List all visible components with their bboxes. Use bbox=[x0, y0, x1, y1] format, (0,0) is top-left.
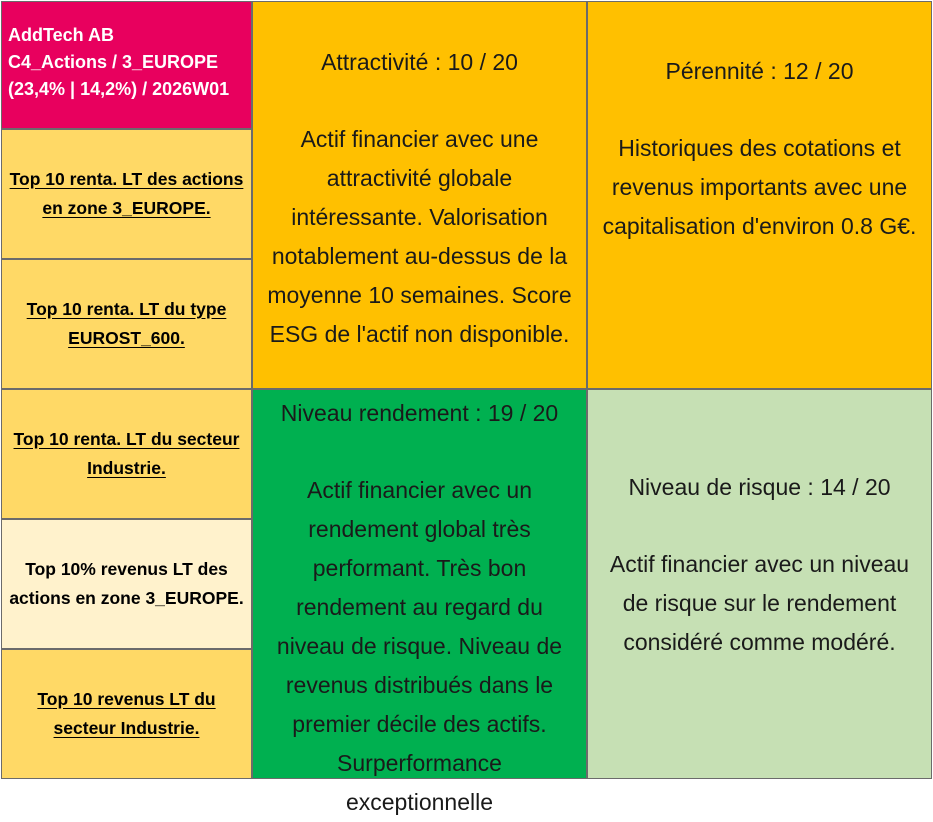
perennite-panel bbox=[587, 1, 932, 389]
attractivite-panel bbox=[252, 1, 587, 389]
ranking-tag-label: Top 10 renta. LT du secteur Industrie. bbox=[13, 429, 240, 478]
asset-header bbox=[1, 1, 252, 129]
ranking-tag bbox=[1, 649, 252, 779]
perennite-title: Pérennité : 12 / 20 bbox=[665, 58, 854, 84]
attractivite-title: Attractivité : 10 / 20 bbox=[321, 49, 518, 75]
risque-text: Actif financier avec un niveau de risque sur le rendement considéré comme modéré. bbox=[609, 551, 910, 655]
rendement-text: Actif financier avec un rendement global très performant. Très bon rendement au regard du niveau de risque. Niveau de revenus distribués dans le premier décile des actifs. Surperformance exceptionnelle bbox=[276, 477, 563, 815]
ranking-tag-label: Top 10% revenus LT des actions en zone 3_EUROPE. bbox=[9, 559, 244, 608]
attractivite-text: Actif financier avec une attractivité globale intéressante. Valorisation notablement au-dessus de la moyenne 10 semaines. Score ESG de l'actif non disponible. bbox=[267, 126, 572, 347]
risque-panel bbox=[587, 389, 932, 779]
ranking-tag bbox=[1, 519, 252, 649]
ranking-tag-label: Top 10 revenus LT du secteur Industrie. bbox=[37, 689, 216, 738]
perennite-text: Historiques des cotations et revenus importants avec une capitalisation d'environ 0.8 G€. bbox=[602, 135, 917, 239]
ranking-tag-label: Top 10 renta. LT des actions en zone 3_EUROPE. bbox=[9, 169, 244, 218]
rendement-title: Niveau rendement : 19 / 20 bbox=[280, 400, 559, 426]
risque-title: Niveau de risque : 14 / 20 bbox=[628, 474, 891, 500]
ranking-tag bbox=[1, 259, 252, 389]
ranking-tag bbox=[1, 389, 252, 519]
asset-category: C4_Actions / 3_EUROPE bbox=[8, 52, 219, 72]
rendement-panel bbox=[252, 389, 587, 815]
asset-name: AddTech AB bbox=[8, 25, 114, 45]
ranking-tag-label: Top 10 renta. LT du type EUROST_600. bbox=[26, 299, 227, 348]
asset-performance: (23,4% | 14,2%) / 2026W01 bbox=[8, 79, 230, 99]
ranking-tag bbox=[1, 129, 252, 259]
